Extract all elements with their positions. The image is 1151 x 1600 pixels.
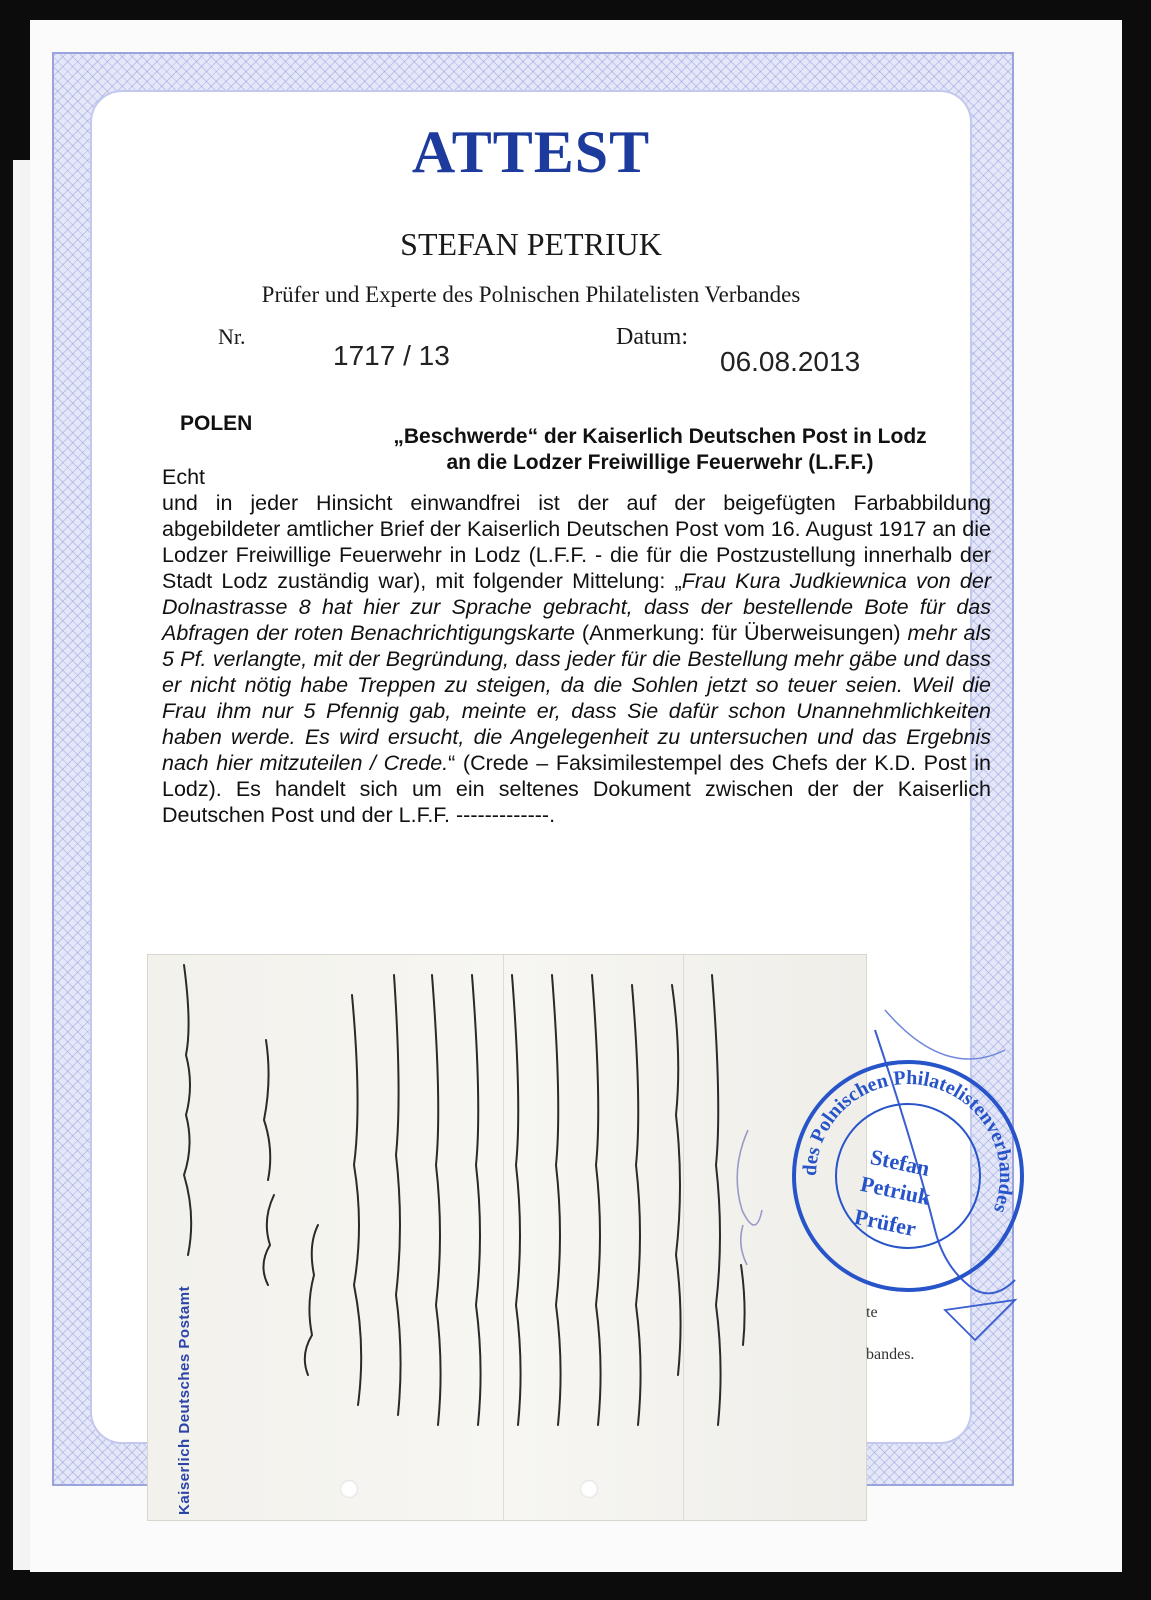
subject-line-2: an die Lodzer Freiwillige Feuerwehr (L.F.F.) xyxy=(446,451,874,474)
obscured-text-fragment: te xyxy=(866,1304,878,1321)
stamp-name-first: Stefan xyxy=(868,1144,932,1181)
issuer-name: STEFAN PETRIUK xyxy=(400,226,662,262)
body-part-3: “ (Crede – Faksimilestempel des Chefs der K.D. Post in Lodz). Es handelt sich um ein seltenes Dokument zwischen der der Kaiserlich Deutschen Post und der L.F.F. -------------. xyxy=(162,751,991,827)
stamp-ring-path-text: des Polnischen Philatelistenverbandes xyxy=(798,1066,1018,1216)
body-quote-2: mehr als 5 Pf. verlangte, mit der Begründung, dass jeder für die Bestellung mehr gäbe und dass er nicht nötig habe Treppen zu steigen, da die Sohlen jetzt so teuer seien. Weil die Frau ihm nur 5 Pfennig gab, meinte er, dass Sie dafür schon Unannehmlichkeiten haben werde. Es wird ersucht, die Angelegenheit zu untersuchen und das Ergebnis nach hier mitzuteilen / Crede. xyxy=(162,621,991,775)
stamp-name-last: Petriuk xyxy=(858,1170,933,1211)
body-quote-1: Frau Kura Judkiewnica von der Dolnastrasse 8 hat hier zur Sprache gebracht, dass der bestellende Bote für das Abfragen der roten Benachrichtigungskarte xyxy=(162,569,991,645)
certificate-date: 06.08.2013 xyxy=(720,346,861,377)
certificate-body xyxy=(162,464,991,828)
obscured-text-fragment: bandes. xyxy=(866,1346,915,1363)
stamp-role: Prüfer xyxy=(852,1203,919,1242)
handwritten-letter xyxy=(148,955,866,1520)
letter-photo xyxy=(148,955,866,1520)
expert-stamp xyxy=(790,1020,1030,1310)
body-paragraph xyxy=(162,490,991,828)
body-lead: Echt xyxy=(162,465,206,489)
certificate-number: 1717 / 13 xyxy=(333,340,450,371)
issuer-role: Prüfer und Experte des Polnischen Philatelisten Verbandes xyxy=(261,282,801,307)
certificate-title: ATTEST xyxy=(411,119,651,185)
subject-line-1: „Beschwerde“ der Kaiserlich Deutschen Post in Lodz xyxy=(393,425,927,448)
letterhead-text: Kaiserlich Deutsches Postamt xyxy=(176,1285,193,1515)
body-part-2: (Anmerkung: für Überweisungen) xyxy=(574,621,908,645)
number-label: Nr. xyxy=(218,324,246,349)
date-label: Datum: xyxy=(616,324,688,350)
country-heading: POLEN xyxy=(180,412,253,435)
body-part-1: und in jeder Hinsicht einwandfrei ist der auf der beigefügten Farbabbildung abgebildeter amtlicher Brief der Kaiserlich Deutschen Post vom 16. August 1917 an die Lodzer Freiwillige Feuerwehr in Lodz (L.F.F. - die für die Postzustellung innerhalb der Stadt Lodz zuständig war), mit folgender Mittelung: „ xyxy=(162,491,991,593)
